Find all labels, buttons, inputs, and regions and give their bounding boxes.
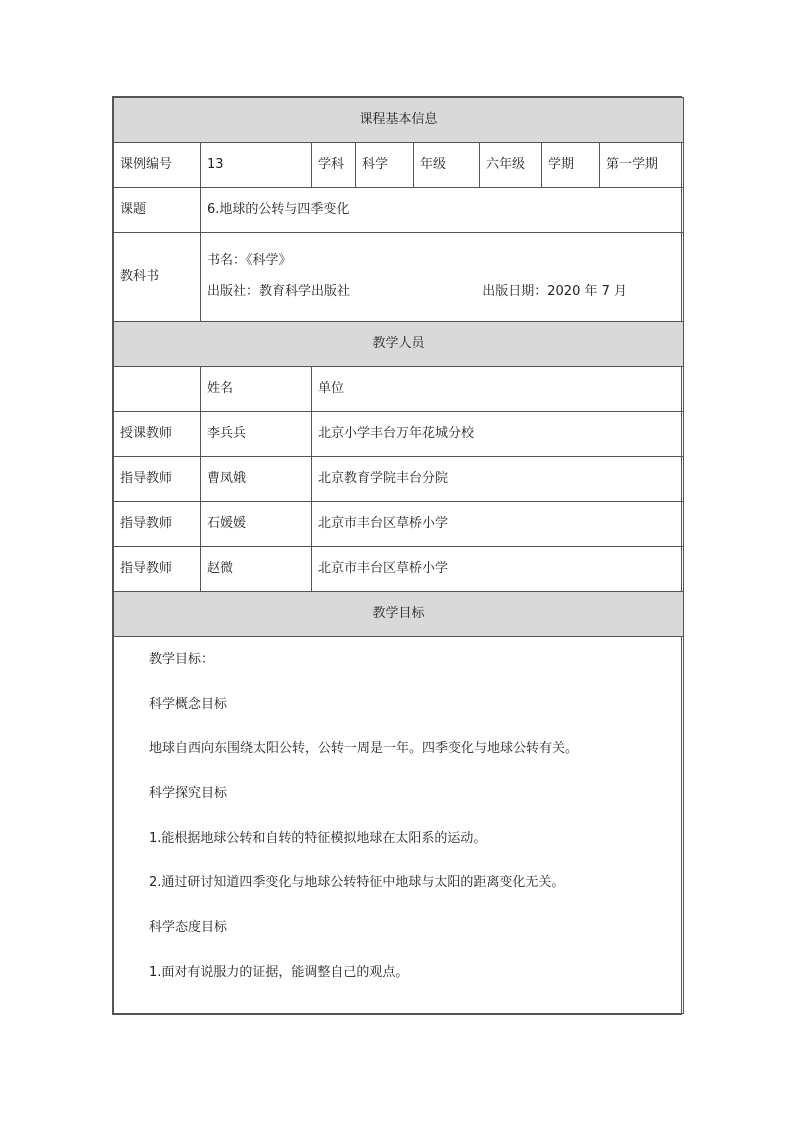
section-header-objectives: 教学目标	[114, 592, 684, 637]
staff-name-header: 姓名	[201, 367, 312, 412]
case-number-value: 13	[201, 143, 312, 188]
objective-line: 教学目标：	[149, 652, 215, 667]
staff-unit: 北京市丰台区草桥小学	[312, 547, 684, 592]
subject-label: 学科	[312, 143, 356, 188]
staff-name: 李兵兵	[201, 412, 312, 457]
table-row	[114, 502, 684, 547]
term-value: 第一学期	[600, 143, 684, 188]
staff-name: 石媛媛	[201, 502, 312, 547]
staff-header-blank	[114, 367, 201, 412]
staff-role: 指导教师	[114, 457, 201, 502]
course-info-sheet	[112, 96, 682, 1015]
staff-unit: 北京市丰台区草桥小学	[312, 502, 684, 547]
section-header-basic-info: 课程基本信息	[114, 98, 684, 143]
textbook-details	[201, 233, 684, 322]
staff-role: 指导教师	[114, 547, 201, 592]
objectives-cell	[114, 637, 684, 1014]
book-name: 书名：《科学》	[207, 253, 292, 269]
term-label: 学期	[542, 143, 600, 188]
table-row	[114, 457, 684, 502]
textbook-label: 教科书	[114, 233, 201, 322]
table-row	[114, 547, 684, 592]
course-info-table	[113, 97, 684, 1014]
objective-line: 2.通过研讨知道四季变化与地球公转特征中地球与太阳的距离变化无关。	[149, 875, 565, 891]
objective-line: 1.能根据地球公转和自转的特征模拟地球在太阳系的运动。	[149, 830, 487, 846]
grade-label: 年级	[414, 143, 480, 188]
topic-value: 6.地球的公转与四季变化	[201, 188, 684, 233]
staff-unit: 北京小学丰台万年花城分校	[312, 412, 684, 457]
publisher-line	[207, 284, 677, 301]
objectives-body	[114, 637, 683, 1013]
subject-value: 科学	[356, 143, 414, 188]
staff-role: 指导教师	[114, 502, 201, 547]
case-number-label: 课例编号	[114, 143, 201, 188]
staff-name: 赵微	[201, 547, 312, 592]
grade-value: 六年级	[480, 143, 542, 188]
publish-date: 出版日期：2020 年 7 月	[482, 284, 628, 299]
table-row	[114, 412, 684, 457]
objective-line: 科学态度目标	[149, 920, 228, 936]
staff-unit: 北京教育学院丰台分院	[312, 457, 684, 502]
objective-line: 地球自西向东围绕太阳公转，公转一周是一年。四季变化与地球公转有关。	[149, 741, 579, 757]
objective-line: 科学探究目标	[149, 786, 228, 802]
staff-unit-header: 单位	[312, 367, 684, 412]
staff-role: 授课教师	[114, 412, 201, 457]
publisher: 出版社：教育科学出版社	[207, 284, 351, 299]
objective-line: 1.面对有说服力的证据，能调整自己的观点。	[149, 964, 409, 980]
staff-name: 曹凤娥	[201, 457, 312, 502]
objective-line: 科学概念目标	[149, 696, 228, 712]
topic-label: 课题	[114, 188, 201, 233]
section-header-staff: 教学人员	[114, 322, 684, 367]
